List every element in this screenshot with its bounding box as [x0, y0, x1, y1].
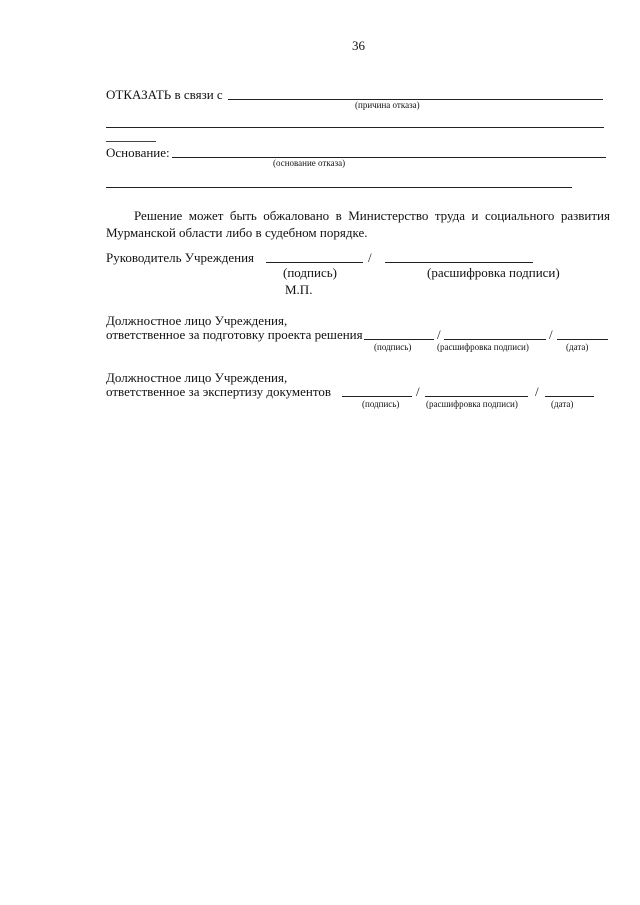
prep-signature-caption: (подпись) — [374, 342, 412, 352]
exp-slash-2: / — [535, 384, 539, 399]
head-decoding-caption: (расшифровка подписи) — [427, 265, 560, 280]
head-signature-line[interactable] — [266, 262, 363, 263]
refusal-label: ОТКАЗАТЬ в связи с — [106, 87, 223, 102]
head-slash: / — [368, 250, 372, 265]
exp-signature-line[interactable] — [342, 396, 412, 397]
prep-slash-2: / — [549, 327, 553, 342]
head-decoding-line[interactable] — [385, 262, 533, 263]
official-preparation-line2: ответственное за подготовку проекта решения — [106, 327, 363, 342]
official-expertise-line1: Должностное лицо Учреждения, — [106, 370, 288, 385]
basis-label: Основание: — [106, 145, 170, 160]
official-expertise-line2: ответственное за экспертизу документов — [106, 384, 332, 399]
prep-slash-1: / — [437, 327, 441, 342]
exp-decoding-line[interactable] — [425, 396, 528, 397]
prep-decoding-caption: (расшифровка подписи) — [437, 342, 529, 352]
appeal-text: Решение может быть обжаловано в Министерство труда и социального развития Мурманской области либо в судебном порядке. — [106, 208, 610, 240]
head-label: Руководитель Учреждения — [106, 250, 255, 265]
page-number: 36 — [352, 38, 365, 53]
basis-extra-line[interactable] — [106, 187, 572, 188]
basis-caption: (основание отказа) — [273, 158, 346, 168]
prep-date-caption: (дата) — [566, 342, 589, 352]
prep-date-line[interactable] — [557, 339, 608, 340]
exp-signature-caption: (подпись) — [362, 399, 400, 409]
exp-decoding-caption: (расшифровка подписи) — [426, 399, 518, 409]
official-preparation-line1: Должностное лицо Учреждения, — [106, 313, 288, 328]
refusal-extra-line-2 — [106, 141, 156, 142]
exp-slash-1: / — [416, 384, 420, 399]
prep-signature-line[interactable] — [364, 339, 434, 340]
basis-line[interactable] — [172, 157, 606, 158]
refusal-extra-line-1[interactable] — [106, 127, 604, 128]
seal-mark: М.П. — [285, 282, 313, 297]
exp-date-line[interactable] — [545, 396, 594, 397]
exp-date-caption: (дата) — [551, 399, 574, 409]
refusal-reason-caption: (причина отказа) — [355, 100, 420, 110]
prep-decoding-line[interactable] — [444, 339, 546, 340]
head-signature-caption: (подпись) — [283, 265, 337, 280]
